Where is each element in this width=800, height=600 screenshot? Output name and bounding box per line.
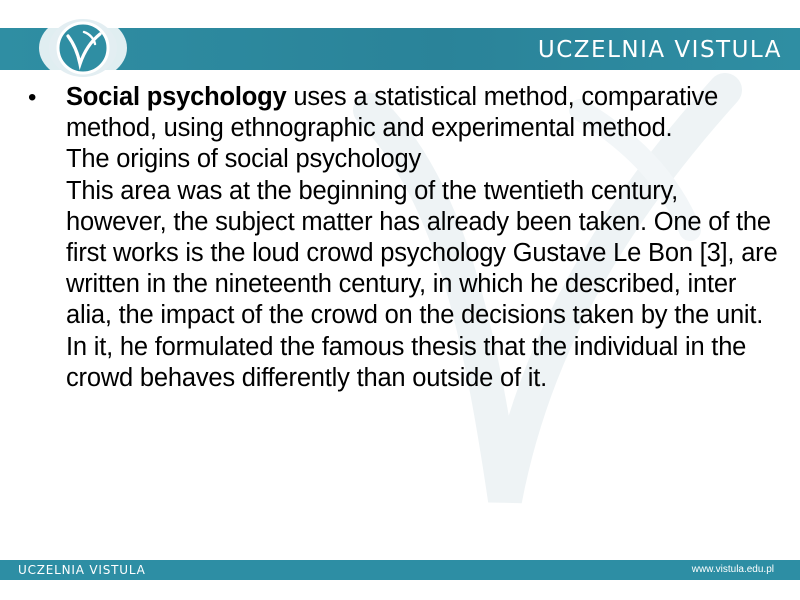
bullet-item bbox=[22, 82, 782, 394]
lead-paragraph bbox=[66, 82, 782, 144]
bullet-text bbox=[66, 82, 782, 394]
footer-url[interactable]: www.vistula.edu.pl bbox=[691, 564, 774, 575]
lead-rest: uses a statistical method, comparative method, using ethnographic and experimental method. bbox=[66, 83, 719, 143]
subheading: The origins of social psychology bbox=[66, 145, 422, 174]
bold-lead: Social psychology bbox=[66, 83, 287, 111]
vistula-logo-icon bbox=[38, 14, 128, 82]
header-brand: UCZELNIA VISTULA bbox=[537, 37, 782, 63]
bullet-dot-icon: • bbox=[28, 84, 37, 111]
body-paragraph: This area was at the beginning of the twentieth century, however, the subject matter has already been taken. One of the first works is the loud crowd psychology Gustave Le Bon [3], are written in the nineteenth century, in which he described, inter alia, the impact of the crowd on the decisions taken by the unit. In it, he formulated the famous thesis that the individual in the crowd behaves differently than outside of it. bbox=[66, 176, 778, 392]
slide-content bbox=[22, 82, 782, 394]
footer-brand: UCZELNIA VISTULA bbox=[18, 563, 146, 577]
